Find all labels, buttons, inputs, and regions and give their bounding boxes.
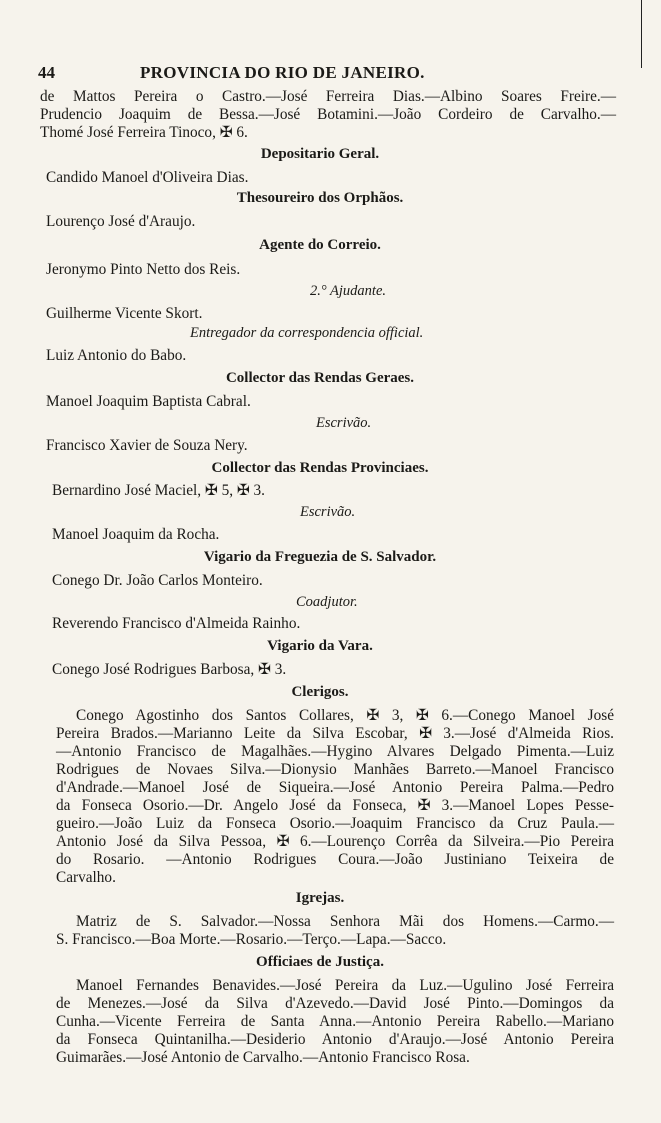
text-line: Reverendo Francisco d'Almeida Rainho. xyxy=(52,615,301,632)
text-line: Manoel Joaquim da Rocha. xyxy=(52,526,220,543)
text-line: Bernardino José Maciel, ✠ 5, ✠ 3. xyxy=(52,482,265,499)
section-heading: Collector das Rendas Provinciaes. xyxy=(211,460,429,476)
section-heading: Vigario da Freguezia de S. Salvador. xyxy=(203,549,437,565)
text-line: Antonio José da Silva Pessoa, ✠ 6.—Lourenço Corrêa da Silveira.—Pio Pereira xyxy=(56,833,614,850)
section-heading: Clerigos. xyxy=(291,684,349,700)
subheading: Escrivão. xyxy=(316,415,372,431)
page-number: 44 xyxy=(38,63,55,82)
text-line: d'Andrade.—Manoel José de Siqueira.—José Antonio Pereira Palma.—Pedro xyxy=(56,779,614,796)
text-line: Luiz Antonio do Babo. xyxy=(46,347,187,364)
text-line: Thomé José Ferreira Tinoco, ✠ 6. xyxy=(40,124,248,141)
text-line: Candido Manoel d'Oliveira Dias. xyxy=(46,169,249,186)
text-line: da Fonseca Quintanilha.—Desiderio Antonio d'Araujo.—José Antonio Pereira xyxy=(56,1031,614,1048)
text-line: Lourenço José d'Araujo. xyxy=(46,213,196,230)
text-line: Manoel Joaquim Baptista Cabral. xyxy=(46,393,251,410)
text-line: Guilherme Vicente Skort. xyxy=(46,305,203,322)
section-heading: Vigario da Vara. xyxy=(267,638,373,654)
text-line: Carvalho. xyxy=(56,869,116,886)
section-heading: Thesoureiro dos Orphãos. xyxy=(236,190,404,206)
section-heading: Collector das Rendas Geraes. xyxy=(225,370,415,386)
subheading: Entregador da correspondencia official. xyxy=(190,325,424,341)
subheading: Escrivão. xyxy=(300,504,356,520)
section-heading: Agente do Correio. xyxy=(259,237,381,253)
text-line: Francisco Xavier de Souza Nery. xyxy=(46,437,248,454)
text-line: —Antonio Francisco de Magalhães.—Hygino Alvares Delgado Pimenta.—Luiz xyxy=(56,743,614,760)
text-line: de Menezes.—José da Silva d'Azevedo.—David José Pinto.—Domingos da xyxy=(56,995,614,1012)
text-line: de Mattos Pereira o Castro.—José Ferreira Dias.—Albino Soares Freire.— xyxy=(40,88,616,105)
section-heading: Officiaes de Justiça. xyxy=(256,954,384,970)
subheading: Coadjutor. xyxy=(296,594,358,610)
text-line: Cunha.—Vicente Ferreira de Santa Anna.—Antonio Pereira Rabello.—Mariano xyxy=(56,1013,614,1030)
text-line: Conego Dr. João Carlos Monteiro. xyxy=(52,572,263,589)
text-line: Guimarães.—José Antonio de Carvalho.—Antonio Francisco Rosa. xyxy=(56,1049,470,1066)
section-heading: Depositario Geral. xyxy=(260,146,380,162)
text-line: Conego Agostinho dos Santos Collares, ✠ 3, ✠ 6.—Conego Manoel José xyxy=(76,707,614,724)
text-line: Matriz de S. Salvador.—Nossa Senhora Mãi dos Homens.—Carmo.— xyxy=(76,913,614,930)
text-line: Conego José Rodrigues Barbosa, ✠ 3. xyxy=(52,661,287,678)
text-line: Rodrigues de Novaes Silva.—Dionysio Manhães Barreto.—Manoel Francisco xyxy=(56,761,614,778)
text-line: Pereira Brados.—Marianno Leite da Silva Escobar, ✠ 3.—José d'Almeida Rios. xyxy=(56,725,614,742)
text-line: do Rosario. —Antonio Rodrigues Coura.—João Justiniano Teixeira de xyxy=(56,851,614,868)
text-line: S. Francisco.—Boa Morte.—Rosario.—Terço.—Lapa.—Sacco. xyxy=(56,931,447,948)
text-line: Manoel Fernandes Benavides.—José Pereira da Luz.—Ugulino José Ferreira xyxy=(76,977,614,994)
text-line: gueiro.—João Luiz da Fonseca Osorio.—Joaquim Francisco da Cruz Paula.— xyxy=(56,815,614,832)
text-line: Prudencio Joaquim de Bessa.—José Botamini.—João Cordeiro de Carvalho.— xyxy=(40,106,616,123)
running-title: PROVINCIA DO RIO DE JANEIRO. xyxy=(140,63,425,82)
section-heading: Igrejas. xyxy=(295,890,345,906)
page-edge-line xyxy=(641,0,642,68)
subheading: 2.° Ajudante. xyxy=(310,283,387,299)
text-line: Jeronymo Pinto Netto dos Reis. xyxy=(46,261,241,278)
text-line: da Fonseca Osorio.—Dr. Angelo José da Fonseca, ✠ 3.—Manoel Lopes Pesse- xyxy=(56,797,614,814)
